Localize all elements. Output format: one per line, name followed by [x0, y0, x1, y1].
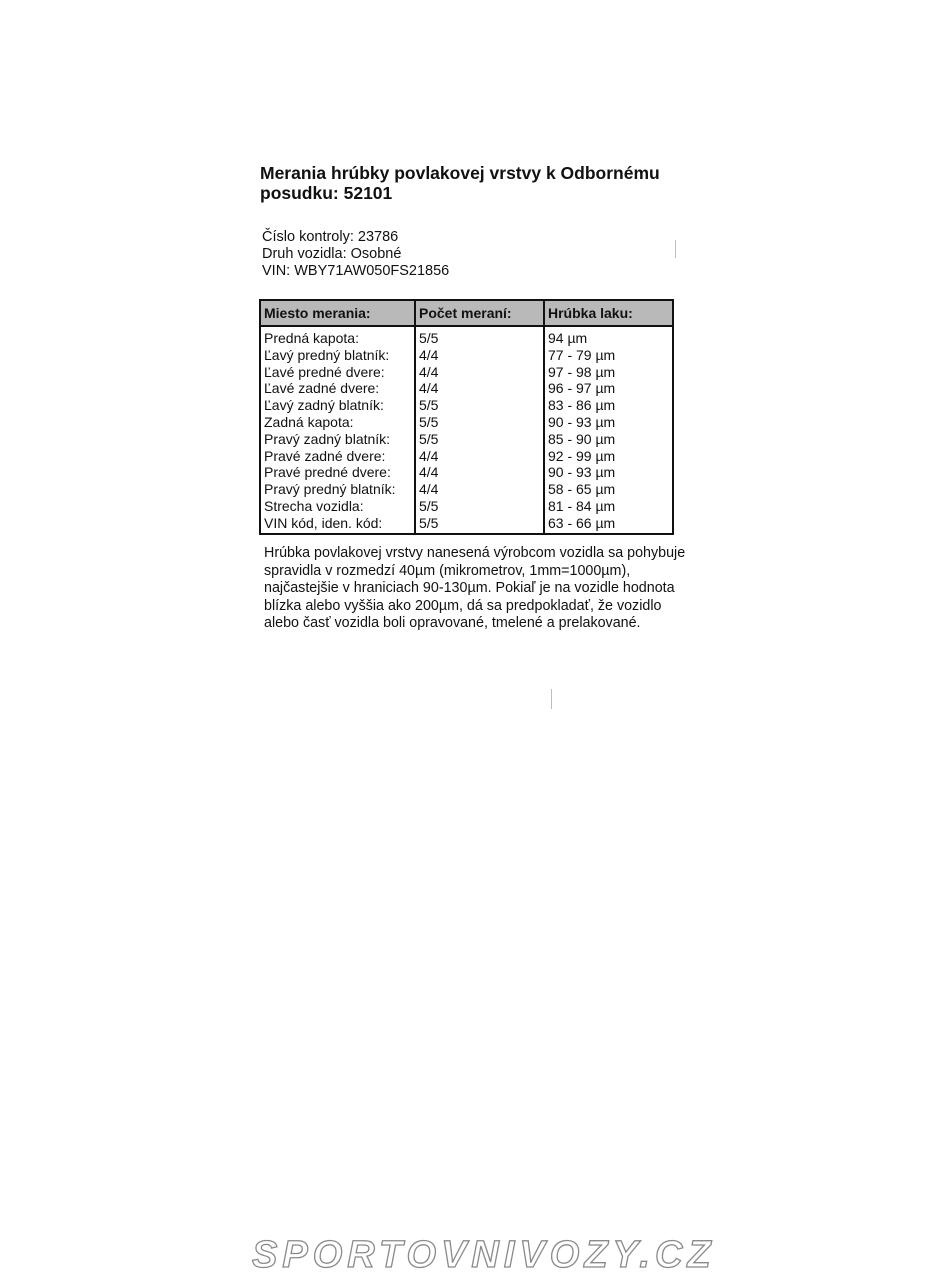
row-thickness: 63 - 66 µm [544, 515, 673, 534]
row-thickness: 92 - 99 µm [544, 448, 673, 465]
table-row [260, 326, 673, 347]
vin-number: VIN: WBY71AW050FS21856 [262, 263, 450, 279]
table-row [260, 414, 673, 431]
row-location: Predná kapota: [260, 326, 415, 347]
row-count: 4/4 [415, 481, 544, 498]
table-row [260, 448, 673, 465]
row-location: Ľavý predný blatník: [260, 347, 415, 364]
row-location: Pravé zadné dvere: [260, 448, 415, 465]
row-count: 4/4 [415, 347, 544, 364]
inspection-number: Číslo kontroly: 23786 [262, 229, 399, 245]
measurement-table [259, 299, 674, 535]
table-row [260, 464, 673, 481]
table-row [260, 431, 673, 448]
row-thickness: 77 - 79 µm [544, 347, 673, 364]
row-thickness: 96 - 97 µm [544, 380, 673, 397]
row-thickness: 85 - 90 µm [544, 431, 673, 448]
row-location: Ľavé zadné dvere: [260, 380, 415, 397]
document-title: Merania hrúbky povlakovej vrstvy k Odbornému posudku: 52101 [260, 163, 660, 203]
row-thickness: 94 µm [544, 326, 673, 347]
row-thickness: 81 - 84 µm [544, 498, 673, 515]
table-row [260, 515, 673, 534]
scan-artifact [551, 689, 552, 709]
row-count: 5/5 [415, 326, 544, 347]
row-location: Strecha vozidla: [260, 498, 415, 515]
header-thickness: Hrúbka laku: [544, 300, 673, 326]
row-thickness: 83 - 86 µm [544, 397, 673, 414]
row-count: 5/5 [415, 515, 544, 534]
table-row [260, 397, 673, 414]
row-count: 4/4 [415, 464, 544, 481]
vehicle-info [262, 229, 449, 280]
watermark-logo: SPORTOVNIVOZY.CZ [252, 1234, 716, 1276]
row-location: Ľavý zadný blatník: [260, 397, 415, 414]
row-thickness: 90 - 93 µm [544, 414, 673, 431]
row-count: 4/4 [415, 448, 544, 465]
table-row [260, 364, 673, 381]
row-thickness: 58 - 65 µm [544, 481, 673, 498]
table-header-row [260, 300, 673, 326]
row-count: 5/5 [415, 431, 544, 448]
header-location: Miesto merania: [260, 300, 415, 326]
vehicle-type: Druh vozidla: Osobné [262, 246, 402, 262]
table-row [260, 498, 673, 515]
row-location: Ľavé predné dvere: [260, 364, 415, 381]
table-row [260, 347, 673, 364]
row-count: 4/4 [415, 380, 544, 397]
row-location: Pravý zadný blatník: [260, 431, 415, 448]
row-location: Pravé predné dvere: [260, 464, 415, 481]
table-row [260, 380, 673, 397]
row-count: 5/5 [415, 498, 544, 515]
explanatory-note: Hrúbka povlakovej vrstvy nanesená výrobcom vozidla sa pohybuje spravidla v rozmedzí 40µm (mikrometrov, 1mm=1000µm), najčastejšie v hraniciach 90-130µm. Pokiaľ je na vozidle hodnota blízka alebo vyššia ako 200µm, dá sa predpokladať, že vozidlo alebo časť vozidla boli opravované, tmelené a prelakované. [264, 545, 686, 631]
row-thickness: 97 - 98 µm [544, 364, 673, 381]
table-row [260, 481, 673, 498]
row-count: 5/5 [415, 397, 544, 414]
row-location: Zadná kapota: [260, 414, 415, 431]
row-location: Pravý predný blatník: [260, 481, 415, 498]
header-count: Počet meraní: [415, 300, 544, 326]
scan-artifact [675, 240, 676, 258]
row-location: VIN kód, iden. kód: [260, 515, 415, 534]
row-count: 4/4 [415, 364, 544, 381]
row-thickness: 90 - 93 µm [544, 464, 673, 481]
row-count: 5/5 [415, 414, 544, 431]
